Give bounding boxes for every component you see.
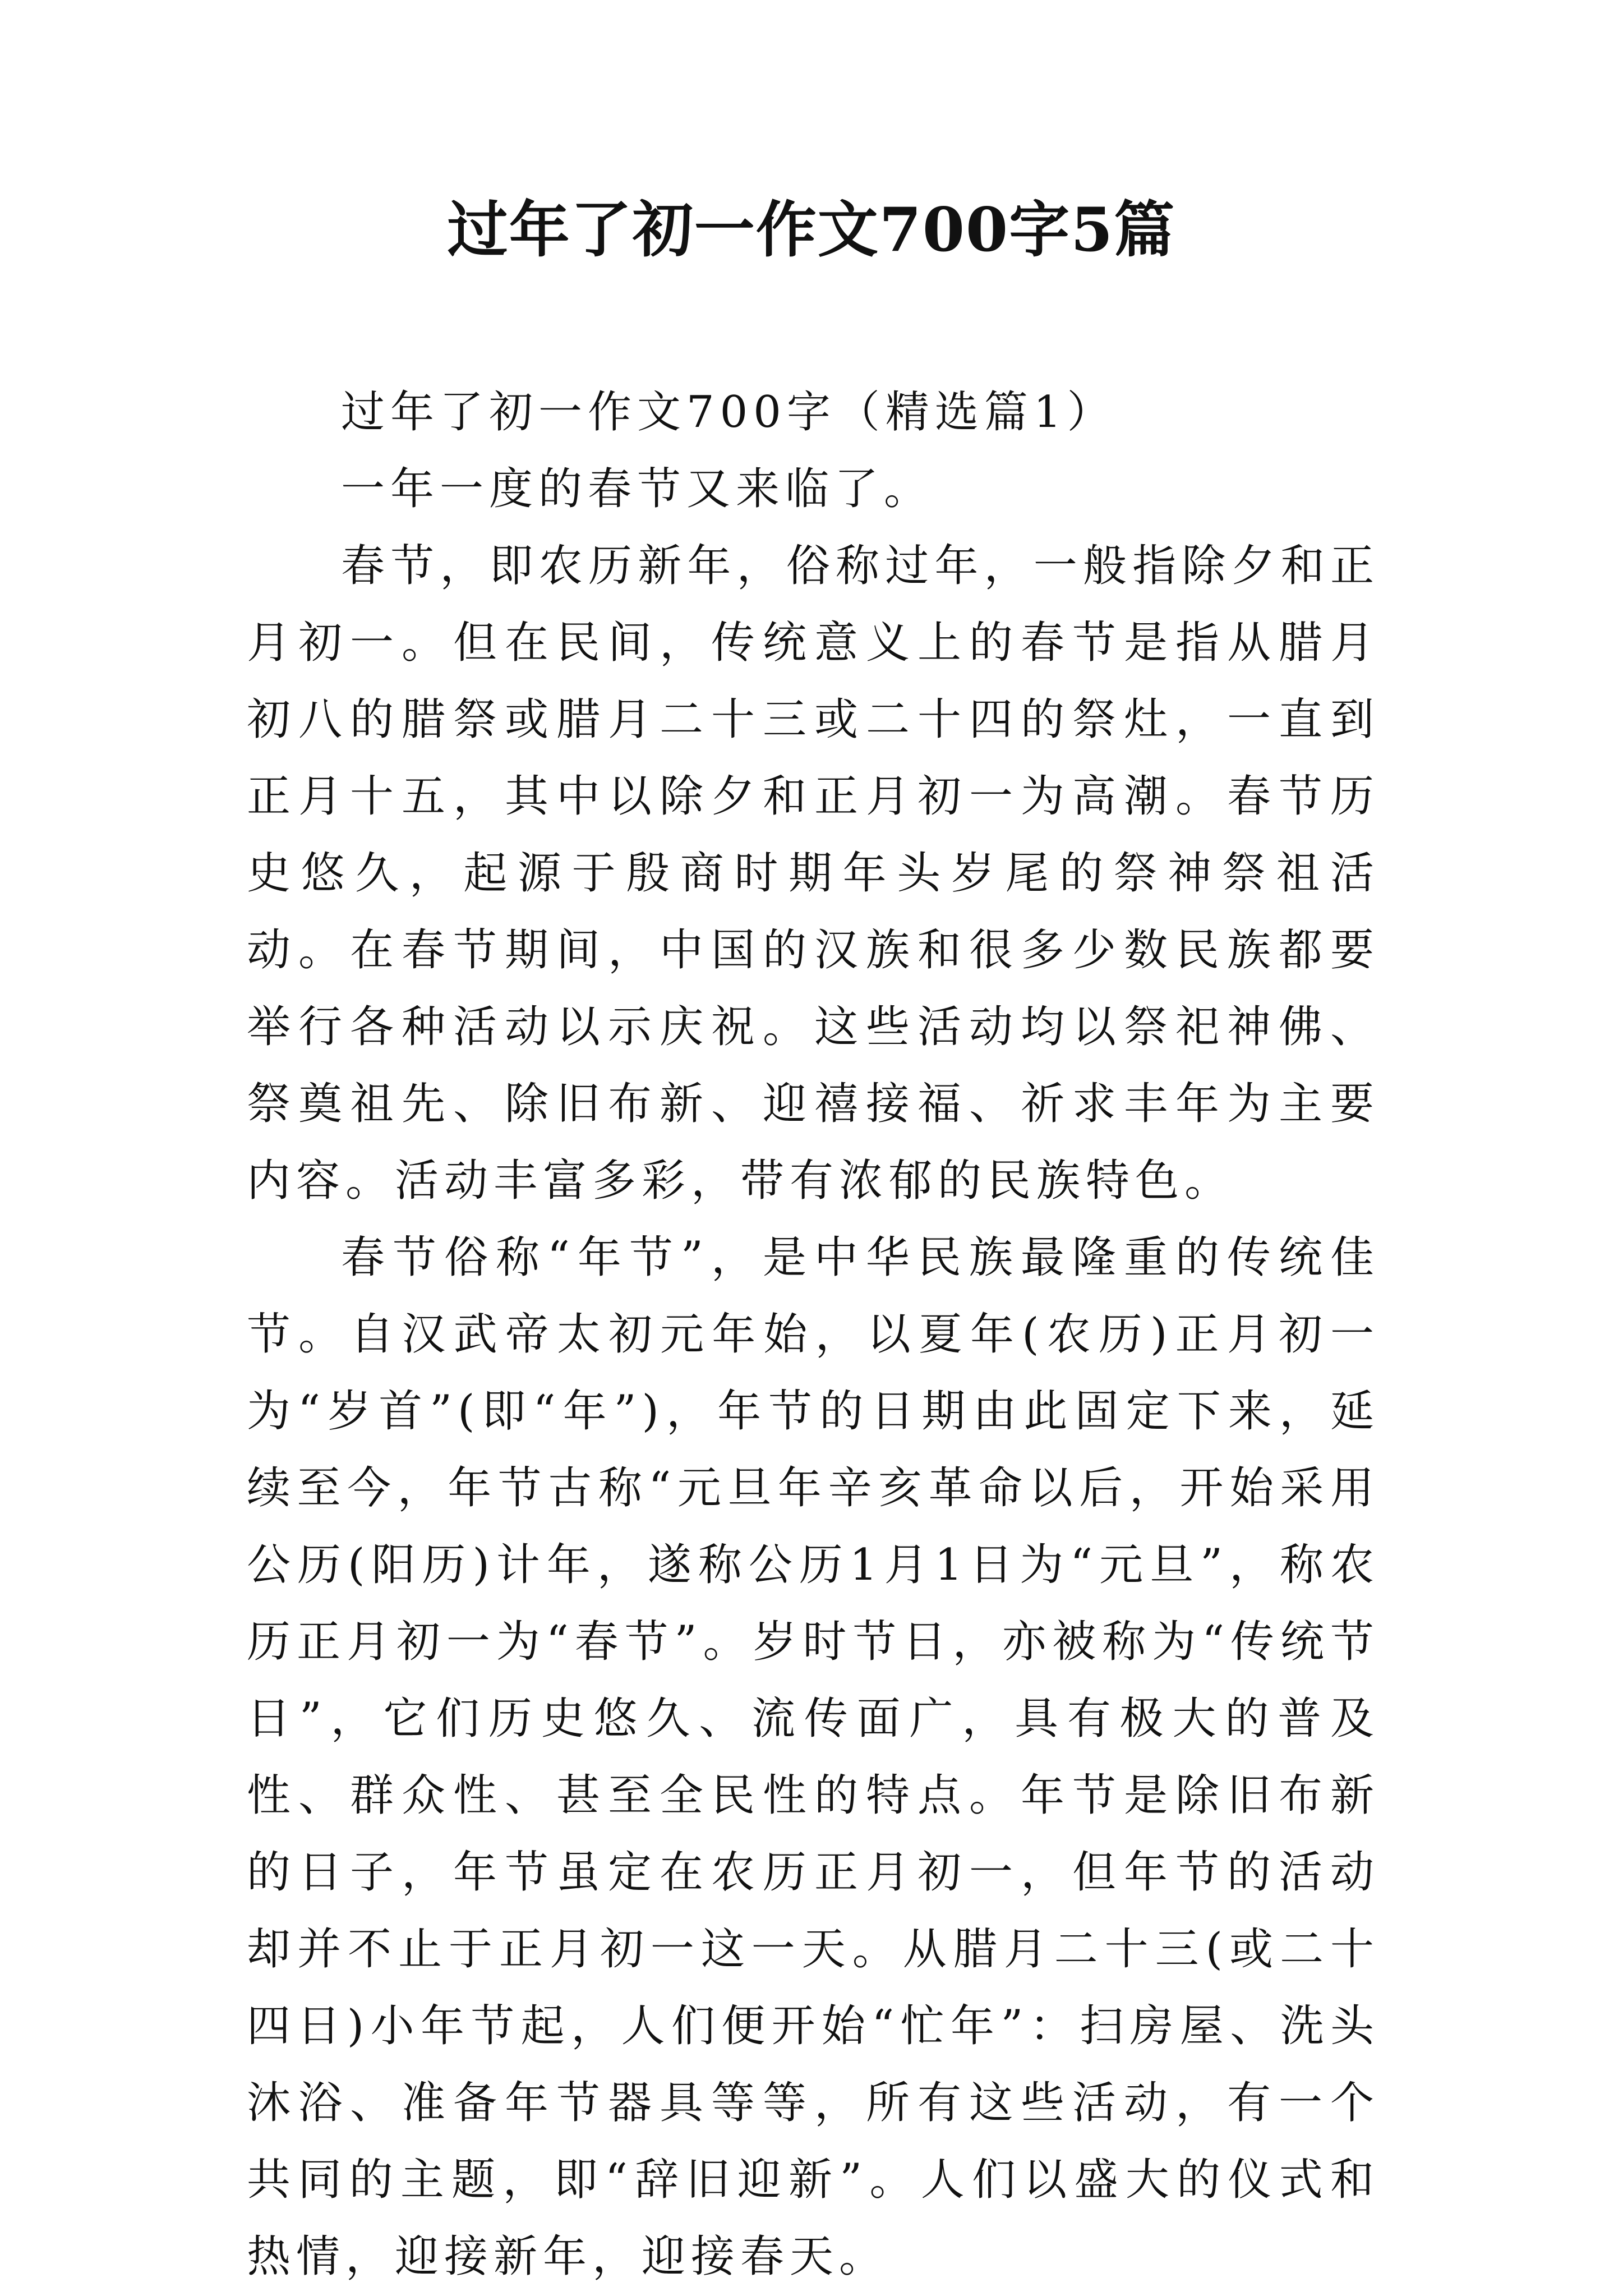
paragraph-section-heading: 过年了初一作文700字（精选篇1） — [341, 387, 1117, 438]
paragraph-spring-festival-definition: 春节，即农历新年，俗称过年，一般指除夕和正月初一。但在民间，传统意义上的春节是指从腊月初八的腊祭或腊月二十三或二十四的祭灶，一直到正月十五，其中以除夕和正月初一为高潮。春节历史悠久，起源于殷商时期年头岁尾的祭神祭祖活动。在春节期间，中国的汉族和很多少数民族都要举行各种活动以示庆祝。这些活动均以祭祀神佛、祭奠祖先、除旧布新、迎禧接福、祈求丰年为主要内容。活动丰富多彩，带有浓郁的民族特色。 — [247, 541, 1380, 1206]
document-title: 过年了初一作文700字5篇 — [447, 195, 1176, 265]
paragraph-intro: 一年一度的春节又来临了。 — [341, 464, 934, 514]
document-body — [247, 374, 1380, 2295]
paragraph-spring-festival-history: 春节俗称“年节”，是中华民族最隆重的传统佳节。自汉武帝太初元年始，以夏年(农历)正月初一为“岁首”(即“年”)，年节的日期由此固定下来，延续至今，年节古称“元旦年辛亥革命以后，开始采用公历(阳历)计年，遂称公历1月1日为“元旦”，称农历正月初一为“春节”。岁时节日，亦被称为“传统节日”，它们历史悠久、流传面广，具有极大的普及性、群众性、甚至全民性的特点。年节是除旧布新的日子，年节虽定在农历正月初一，但年节的活动却并不止于正月初一这一天。从腊月二十三(或二十四日)小年节起，人们便开始“忙年”：扫房屋、洗头沐浴、准备年节器具等等，所有这些活动，有一个共同的主题，即“辞旧迎新”。人们以盛大的仪式和热情，迎接新年，迎接春天。 — [247, 1232, 1380, 2282]
